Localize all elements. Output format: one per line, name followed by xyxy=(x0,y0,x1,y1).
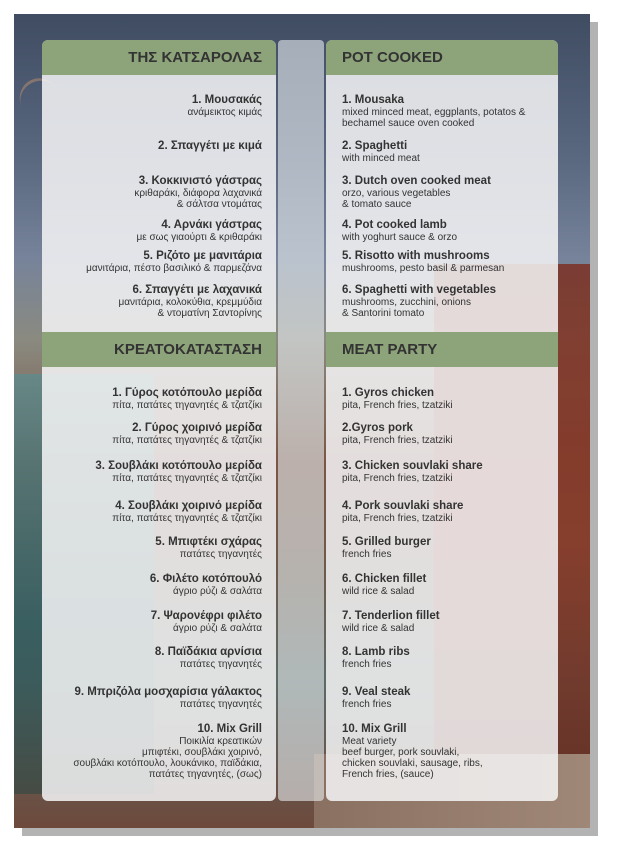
menu-item xyxy=(47,646,262,670)
item-desc: with minced meat xyxy=(342,153,420,164)
item-desc: french fries xyxy=(342,659,392,670)
item-title: 6. Spaghetti with vegetables xyxy=(342,284,497,296)
item-desc: Meat variety beef burger, pork souvlaki, chicken souvlaki, sausage, ribs, French fries, (sauce) xyxy=(342,736,483,780)
item-title: 10. Mix Grill xyxy=(342,723,407,735)
item-desc: πίτα, πατάτες τηγανητές & τζατζίκι xyxy=(112,513,262,524)
menu-item xyxy=(342,94,554,129)
item-title: 2. Spaghetti xyxy=(342,140,408,152)
item-desc: πατάτες τηγανητές xyxy=(179,699,262,710)
item-title: 2. Γύρος χοιρινό μερίδα xyxy=(132,422,262,434)
item-title: 3. Κοκκινιστό γάστρας xyxy=(138,175,262,187)
menu-item xyxy=(47,94,262,118)
item-desc: πατάτες τηγανητές xyxy=(179,659,262,670)
greek-menu-column xyxy=(42,40,276,801)
item-desc: μανιτάρια, κολοκύθια, κρεμμύδια & ντοματίνη Σαντορίνης xyxy=(118,297,262,319)
menu-page xyxy=(14,14,590,828)
menu-item xyxy=(47,573,262,597)
item-title: 4. Pot cooked lamb xyxy=(342,219,447,231)
item-title: 9. Μπριζόλα μοσχαρίσια γάλακτος xyxy=(74,686,262,698)
menu-item xyxy=(342,460,554,484)
item-desc: mushrooms, zucchini, onions & Santorini tomato xyxy=(342,297,471,319)
item-desc: Ποικιλία κρεατικών μπιφτέκι, σουβλάκι χοιρινό, σουβλάκι κοτόπουλο, λουκάνικο, παϊδάκια, πατάτες τηγανητές, (σως) xyxy=(73,736,262,780)
item-desc: wild rice & salad xyxy=(342,586,415,597)
item-desc: mixed minced meat, eggplants, potatos & bechamel sauce oven cooked xyxy=(342,107,526,129)
section-header-pot-cooked-gr: ΤΗΣ ΚΑΤΣΑΡΟΛΑΣ xyxy=(42,40,276,75)
menu-item xyxy=(342,573,554,597)
item-desc: mushrooms, pesto basil & parmesan xyxy=(342,263,505,274)
item-desc: μανιτάρια, πέστο βασιλικό & παρμεζάνα xyxy=(86,263,262,274)
menu-item xyxy=(342,219,554,243)
item-title: 5. Μπιφτέκι σχάρας xyxy=(155,536,262,548)
menu-item xyxy=(342,140,554,164)
menu-item xyxy=(342,646,554,670)
section-header-pot-cooked-en: POT COOKED xyxy=(326,40,558,75)
item-title: 1. Μουσακάς xyxy=(191,94,262,106)
item-title: 4. Αρνάκι γάστρας xyxy=(161,219,262,231)
item-title: 4. Σουβλάκι χοιρινό μερίδα xyxy=(115,500,262,512)
menu-item xyxy=(342,536,554,560)
item-title: 6. Φιλέτο κοτόπουλό xyxy=(149,573,262,585)
menu-item xyxy=(342,250,554,274)
item-title: 10. Mix Grill xyxy=(197,723,262,735)
menu-item xyxy=(47,686,262,710)
item-desc: ανάμεικτος κιμάς xyxy=(187,107,262,118)
menu-item xyxy=(47,500,262,524)
item-title: 9. Veal steak xyxy=(342,686,411,698)
item-title: 5. Ριζότο με μανιτάρια xyxy=(143,250,262,262)
item-title: 7. Tenderlion fillet xyxy=(342,610,440,622)
menu-item xyxy=(342,422,554,446)
item-desc: pita, French fries, tzatziki xyxy=(342,400,453,411)
item-desc: με σως γιαούρτι & κριθαράκι xyxy=(136,232,262,243)
item-desc: french fries xyxy=(342,549,392,560)
menu-item xyxy=(47,610,262,634)
menu-item xyxy=(47,140,262,153)
item-title: 1. Mousaka xyxy=(342,94,404,106)
item-title: 1. Γύρος κοτόπουλο μερίδα xyxy=(112,387,262,399)
item-desc: wild rice & salad xyxy=(342,623,415,634)
item-desc: with yoghurt sauce & orzo xyxy=(342,232,458,243)
menu-item xyxy=(47,723,262,780)
item-desc: orzo, various vegetables & tomato sauce xyxy=(342,188,451,210)
item-title: 3. Chicken souvlaki share xyxy=(342,460,483,472)
menu-item xyxy=(47,284,262,319)
item-title: 6. Chicken fillet xyxy=(342,573,427,585)
item-desc: pita, French fries, tzatziki xyxy=(342,473,453,484)
item-desc: άγριο ρύζι & σαλάτα xyxy=(172,586,262,597)
section-header-meat-party-en: MEAT PARTY xyxy=(326,332,558,367)
item-title: 8. Lamb ribs xyxy=(342,646,410,658)
item-desc: άγριο ρύζι & σαλάτα xyxy=(172,623,262,634)
menu-item xyxy=(342,610,554,634)
menu-item xyxy=(47,175,262,210)
item-title: 1. Gyros chicken xyxy=(342,387,435,399)
item-title: 5. Grilled burger xyxy=(342,536,431,548)
menu-item xyxy=(47,460,262,484)
item-title: 8. Παϊδάκια αρνίσια xyxy=(154,646,262,658)
english-menu-column xyxy=(326,40,558,801)
item-title: 7. Ψαρονέφρι φιλέτο xyxy=(150,610,262,622)
menu-item xyxy=(47,387,262,411)
item-title: 3. Dutch oven cooked meat xyxy=(342,175,491,187)
menu-item xyxy=(342,387,554,411)
center-divider xyxy=(278,40,324,801)
menu-item xyxy=(47,536,262,560)
item-desc: french fries xyxy=(342,699,392,710)
menu-item xyxy=(47,250,262,274)
item-title: 2.Gyros pork xyxy=(342,422,413,434)
item-title: 5. Risotto with mushrooms xyxy=(342,250,490,262)
item-desc: πίτα, πατάτες τηγανητές & τζατζίκι xyxy=(112,400,262,411)
menu-item xyxy=(342,723,554,780)
item-title: 6. Σπαγγέτι με λαχανικά xyxy=(132,284,262,296)
menu-item xyxy=(47,219,262,243)
menu-item xyxy=(342,175,554,210)
section-header-meat-party-gr: ΚΡΕΑΤΟΚΑΤΑΣΤΑΣΗ xyxy=(42,332,276,367)
menu-item xyxy=(342,284,554,319)
menu-item xyxy=(47,422,262,446)
item-desc: pita, French fries, tzatziki xyxy=(342,513,453,524)
menu-item xyxy=(342,686,554,710)
item-desc: πίτα, πατάτες τηγανητές & τζατζίκι xyxy=(112,435,262,446)
item-title: 3. Σουβλάκι κοτόπουλο μερίδα xyxy=(95,460,262,472)
item-title: 4. Pork souvlaki share xyxy=(342,500,464,512)
item-desc: πατάτες τηγανητές xyxy=(179,549,262,560)
item-title: 2. Σπαγγέτι με κιμά xyxy=(158,140,262,152)
item-desc: pita, French fries, tzatziki xyxy=(342,435,453,446)
item-desc: κριθαράκι, διάφορα λαχανικά & σάλτσα ντομάτας xyxy=(134,188,262,210)
item-desc: πίτα, πατάτες τηγανητές & τζατζίκι xyxy=(112,473,262,484)
menu-item xyxy=(342,500,554,524)
